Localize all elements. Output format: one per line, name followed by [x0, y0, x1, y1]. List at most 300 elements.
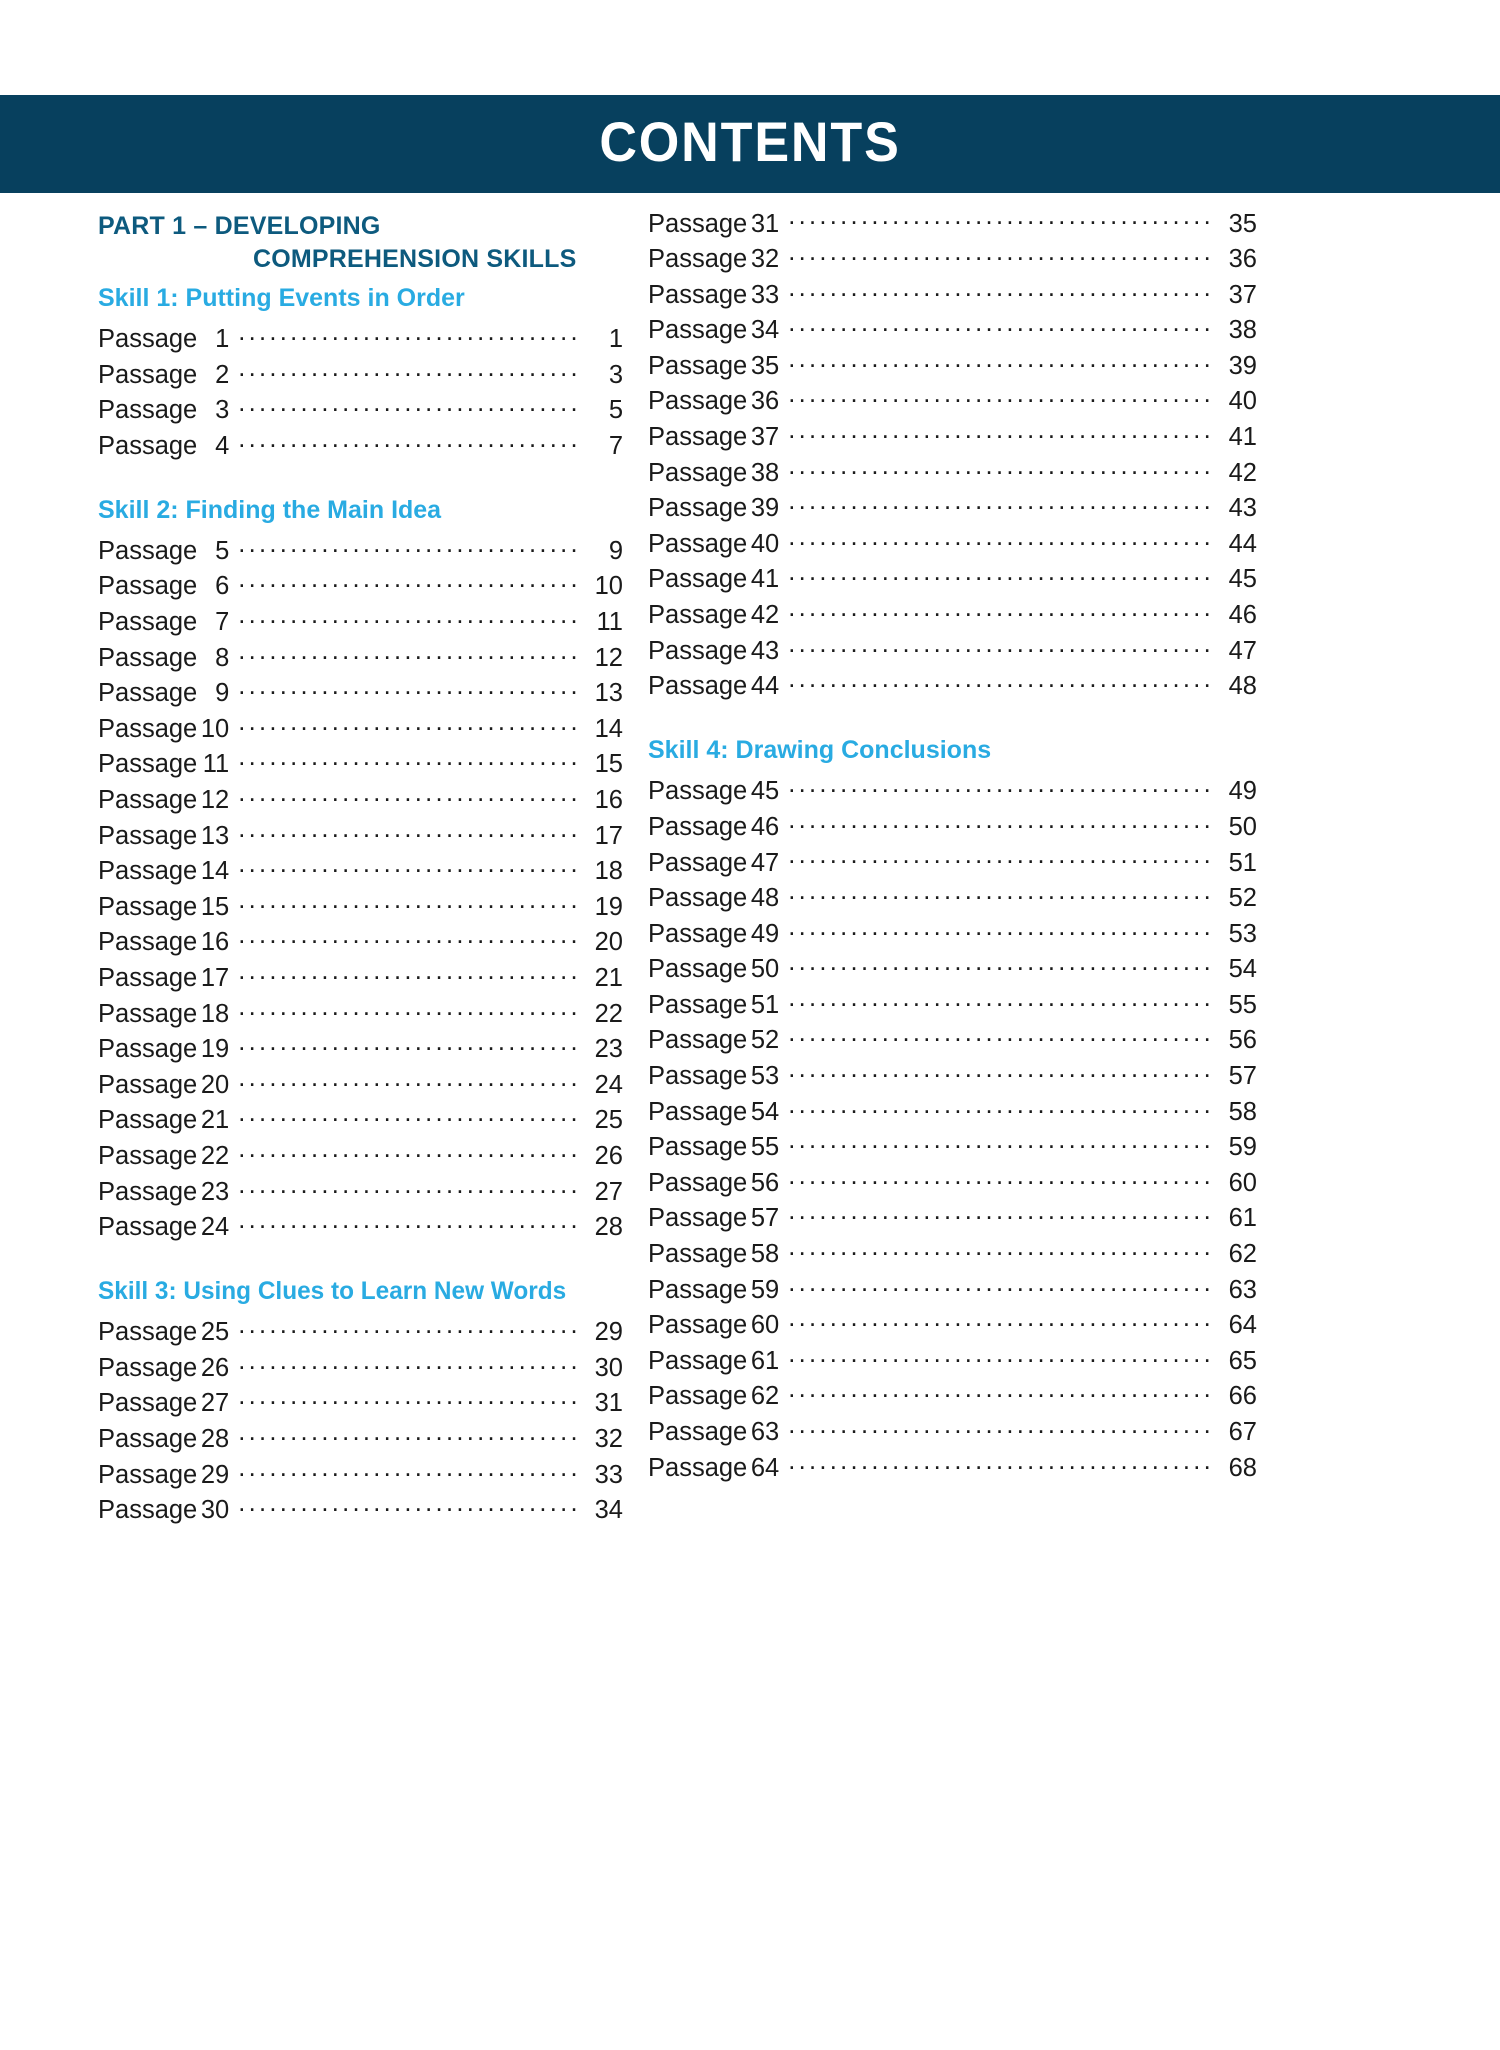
toc-entry-number: 8 [215, 643, 230, 672]
toc-entry-page-number: 25 [594, 1106, 623, 1135]
toc-entry-page-number: 57 [1228, 1062, 1257, 1091]
toc-entry[interactable] [648, 633, 1257, 669]
toc-entry-number: 46 [750, 812, 780, 841]
toc-entry-number: 25 [200, 1318, 230, 1347]
dot-leader [788, 774, 1212, 800]
toc-section [98, 1275, 623, 1528]
toc-entry-number: 4 [215, 431, 230, 460]
dot-leader [238, 1032, 578, 1058]
toc-entry-label: Passage [98, 786, 198, 815]
toc-section [98, 282, 623, 464]
toc-entry-label: Passage [648, 209, 748, 238]
toc-entry[interactable] [648, 242, 1257, 278]
toc-entry-label: Passage [98, 1070, 198, 1099]
contents-header-band [0, 95, 1500, 193]
dot-leader [788, 1272, 1212, 1298]
toc-entry-label: Passage [648, 316, 748, 345]
toc-entry-page-number: 35 [1228, 209, 1257, 238]
toc-entry-number: 12 [200, 786, 230, 815]
toc-entry-number: 20 [200, 1070, 230, 1099]
toc-entry-number: 18 [200, 999, 230, 1028]
toc-entry-page-number: 24 [594, 1070, 623, 1099]
toc-entry-page-number: 29 [594, 1318, 623, 1347]
toc-entry-label: Passage [648, 955, 748, 984]
toc-entry-number: 10 [200, 714, 230, 743]
toc-entry[interactable] [648, 845, 1257, 881]
dot-leader [238, 1210, 578, 1236]
toc-entry-number: 49 [750, 919, 780, 948]
contents-right-column [640, 210, 1280, 1486]
toc-entry-page-number: 22 [594, 999, 623, 1028]
dot-leader [788, 1450, 1212, 1476]
toc-entry-label: Passage [98, 964, 198, 992]
toc-entry-label: Passage [98, 1213, 198, 1242]
toc-entry-number: 54 [750, 1097, 780, 1126]
toc-entry[interactable] [98, 393, 623, 429]
toc-entry-page-number: 16 [594, 786, 623, 815]
toc-entry-number: 41 [750, 565, 780, 594]
toc-entry-label: Passage [98, 679, 198, 708]
toc-entry-label: Passage [98, 1460, 198, 1489]
toc-entry-label: Passage [648, 672, 748, 701]
dot-leader [238, 1457, 578, 1483]
toc-entry-number: 33 [750, 280, 780, 309]
toc-entry[interactable] [648, 491, 1257, 527]
dot-leader [788, 313, 1212, 339]
toc-entry-label: Passage [648, 601, 748, 630]
toc-entry-number: 61 [750, 1346, 780, 1375]
toc-entry[interactable] [648, 1165, 1257, 1201]
toc-entry-number: 47 [750, 848, 780, 877]
toc-entry[interactable] [98, 676, 623, 712]
toc-entry-label: Passage [648, 1240, 748, 1269]
toc-entry[interactable] [648, 313, 1257, 349]
toc-entry-number: 5 [215, 536, 230, 565]
toc-entry-label: Passage [648, 812, 748, 841]
toc-entry-number: 35 [750, 351, 780, 380]
dot-leader [788, 242, 1212, 268]
toc-entry-label: Passage [98, 608, 198, 637]
toc-entry-number: 30 [200, 1496, 230, 1525]
toc-entry[interactable] [98, 711, 623, 747]
toc-entry-number: 28 [200, 1425, 230, 1454]
toc-entry[interactable] [98, 925, 623, 961]
dot-leader [238, 1422, 578, 1448]
toc-entry-page-number: 66 [1228, 1382, 1257, 1411]
toc-entry-number: 57 [750, 1204, 780, 1233]
toc-entry-label: Passage [98, 360, 198, 389]
toc-entry[interactable] [648, 1415, 1257, 1451]
toc-entry-label: Passage [648, 245, 748, 274]
skill-heading: Skill 3: Using Clues to Learn New Words [98, 1277, 567, 1306]
toc-entry-number: 2 [215, 360, 230, 389]
dot-leader [238, 569, 578, 595]
dot-leader [238, 640, 578, 666]
toc-entry-page-number: 27 [594, 1177, 623, 1206]
toc-entry-label: Passage [648, 1168, 748, 1197]
toc-entry[interactable] [98, 428, 623, 464]
toc-entry-number: 43 [750, 636, 780, 665]
toc-entry-label: Passage [648, 848, 748, 877]
dot-leader [788, 1094, 1212, 1120]
toc-entry-label: Passage [98, 396, 198, 425]
dot-leader [788, 1059, 1212, 1085]
toc-entry[interactable] [98, 357, 623, 393]
toc-entry-page-number: 47 [1228, 636, 1257, 665]
dot-leader [788, 916, 1212, 942]
toc-entry-page-number: 58 [1228, 1097, 1257, 1126]
dot-leader [788, 206, 1212, 232]
toc-entry-number: 19 [200, 1035, 230, 1064]
toc-entry-page-number: 52 [1228, 884, 1257, 913]
toc-entry-page-number: 44 [1228, 529, 1257, 558]
toc-entry-page-number: 40 [1228, 387, 1257, 416]
toc-entry-number: 1 [215, 325, 230, 353]
toc-entry[interactable] [648, 1343, 1257, 1379]
toc-entry-page-number: 65 [1228, 1346, 1257, 1375]
right-column-sections [648, 206, 1257, 1486]
toc-entry-page-number: 49 [1228, 777, 1257, 806]
dot-leader [788, 809, 1212, 835]
dot-leader [788, 420, 1212, 446]
toc-entry-page-number: 48 [1228, 672, 1257, 701]
toc-section [98, 494, 623, 1245]
toc-entry-label: Passage [98, 1496, 198, 1525]
dot-leader [788, 987, 1212, 1013]
toc-entry-number: 27 [200, 1389, 230, 1418]
toc-entry-page-number: 15 [594, 750, 623, 779]
dot-leader [788, 1343, 1212, 1369]
dot-leader [238, 1350, 578, 1376]
toc-entry-page-number: 11 [596, 608, 623, 637]
dot-leader [238, 711, 578, 737]
dot-leader [788, 277, 1212, 303]
dot-leader [238, 428, 578, 454]
toc-entry-page-number: 53 [1228, 919, 1257, 948]
toc-entry[interactable] [648, 348, 1257, 384]
toc-entry-number: 62 [750, 1382, 780, 1411]
toc-entry-page-number: 61 [1228, 1204, 1257, 1233]
toc-entry[interactable] [98, 1210, 623, 1246]
toc-entry-number: 45 [750, 777, 780, 806]
dot-leader [788, 1308, 1212, 1334]
toc-entry-page-number: 30 [594, 1353, 623, 1382]
toc-entry-number: 17 [200, 964, 230, 992]
toc-entry-number: 14 [200, 857, 230, 886]
toc-entry-number: 37 [750, 423, 780, 452]
dot-leader [788, 1379, 1212, 1405]
toc-entry-page-number: 36 [1228, 245, 1257, 274]
dot-leader [238, 996, 578, 1022]
toc-entry[interactable] [648, 916, 1257, 952]
toc-entry-number: 16 [200, 928, 230, 957]
toc-entry-number: 15 [200, 892, 230, 921]
dot-leader [788, 952, 1212, 978]
toc-entry-label: Passage [98, 821, 198, 850]
toc-entry[interactable] [98, 605, 623, 641]
toc-entry[interactable] [98, 747, 623, 783]
toc-entry-label: Passage [648, 1418, 748, 1446]
dot-leader [238, 925, 578, 951]
toc-entry-label: Passage [648, 529, 748, 558]
toc-entry-number: 29 [200, 1460, 230, 1489]
toc-entry-number: 40 [750, 529, 780, 558]
dot-leader [238, 1103, 578, 1129]
dot-leader [238, 818, 578, 844]
toc-entry-label: Passage [98, 325, 198, 353]
toc-entry-label: Passage [648, 351, 748, 380]
toc-entry[interactable] [98, 1032, 623, 1068]
toc-entry[interactable] [648, 881, 1257, 917]
toc-entry[interactable] [98, 640, 623, 676]
dot-leader [788, 491, 1212, 517]
toc-entry-label: Passage [648, 280, 748, 309]
toc-entry-label: Passage [648, 565, 748, 594]
toc-entry[interactable] [98, 818, 623, 854]
dot-leader [788, 881, 1212, 907]
dot-leader [788, 1023, 1212, 1049]
dot-leader [238, 1067, 578, 1093]
dot-leader [788, 1201, 1212, 1227]
toc-entry[interactable] [648, 1308, 1257, 1344]
toc-entry-page-number: 64 [1228, 1311, 1257, 1340]
toc-entry-page-number: 26 [594, 1141, 623, 1170]
toc-entry[interactable] [98, 322, 623, 358]
part-heading [98, 210, 623, 276]
dot-leader [238, 747, 578, 773]
toc-entry-label: Passage [98, 536, 198, 565]
dot-leader [788, 1237, 1212, 1263]
toc-entry[interactable] [648, 384, 1257, 420]
toc-entry-label: Passage [98, 1141, 198, 1170]
part-heading-line-2: COMPREHENSION SKILLS [253, 245, 577, 273]
toc-entry-label: Passage [98, 892, 198, 921]
dot-leader [238, 1174, 578, 1200]
toc-entry-label: Passage [98, 999, 198, 1028]
contents-columns [0, 210, 1500, 1528]
toc-entry[interactable] [648, 598, 1257, 634]
toc-entry[interactable] [98, 854, 623, 890]
toc-entry[interactable] [98, 1350, 623, 1386]
toc-entry-page-number: 12 [594, 643, 623, 672]
toc-entry[interactable] [648, 277, 1257, 313]
toc-section [648, 206, 1257, 704]
toc-entry-label: Passage [648, 884, 748, 913]
toc-entry-label: Passage [98, 1353, 198, 1382]
dot-leader [788, 1165, 1212, 1191]
toc-entry[interactable] [648, 1272, 1257, 1308]
toc-entry-label: Passage [648, 387, 748, 416]
toc-entry[interactable] [648, 1201, 1257, 1237]
toc-entry-page-number: 46 [1228, 601, 1257, 630]
toc-entry-number: 59 [750, 1275, 780, 1304]
toc-entry-number: 21 [200, 1106, 230, 1135]
toc-entry[interactable] [648, 1094, 1257, 1130]
toc-entry-label: Passage [648, 423, 748, 452]
toc-entry-label: Passage [98, 1318, 198, 1347]
toc-entry-label: Passage [98, 1425, 198, 1454]
toc-entry[interactable] [98, 1315, 623, 1351]
toc-entry-number: 34 [750, 316, 780, 345]
toc-entry[interactable] [98, 783, 623, 819]
toc-entry-page-number: 55 [1228, 990, 1257, 1019]
dot-leader [788, 669, 1212, 695]
toc-entry[interactable] [98, 961, 623, 997]
toc-entry-label: Passage [648, 1026, 748, 1055]
toc-entry-page-number: 38 [1228, 316, 1257, 345]
toc-entry-page-number: 39 [1228, 351, 1257, 380]
toc-entry-number: 31 [750, 209, 780, 238]
toc-entry-page-number: 10 [594, 572, 623, 601]
toc-entry-number: 56 [750, 1168, 780, 1197]
toc-entry[interactable] [648, 455, 1257, 491]
toc-entry-page-number: 67 [1228, 1418, 1257, 1446]
toc-entry[interactable] [648, 669, 1257, 705]
part-heading-line-1: PART 1 – DEVELOPING [98, 212, 381, 240]
page-title: CONTENTS [599, 110, 901, 173]
toc-entry-page-number: 50 [1228, 812, 1257, 841]
toc-entry-number: 22 [200, 1141, 230, 1170]
toc-entry-number: 7 [215, 608, 230, 637]
toc-entry-label: Passage [98, 857, 198, 886]
toc-entry-page-number: 37 [1228, 280, 1257, 309]
toc-entry-label: Passage [648, 1311, 748, 1340]
toc-entry-number: 9 [215, 679, 230, 708]
toc-entry[interactable] [648, 1023, 1257, 1059]
toc-entry-page-number: 62 [1228, 1240, 1257, 1269]
toc-entry-number: 51 [750, 990, 780, 1019]
toc-entry[interactable] [98, 1067, 623, 1103]
toc-entry-page-number: 31 [594, 1389, 623, 1418]
toc-entry[interactable] [98, 889, 623, 925]
toc-entry-page-number: 63 [1228, 1275, 1257, 1304]
dot-leader [238, 322, 578, 348]
toc-entry[interactable] [648, 1450, 1257, 1486]
toc-entry-number: 11 [202, 750, 230, 779]
dot-leader [238, 357, 578, 383]
skill-heading: Skill 2: Finding the Main Idea [98, 495, 442, 524]
toc-entry[interactable] [98, 1457, 623, 1493]
dot-leader [788, 455, 1212, 481]
dot-leader [238, 889, 578, 915]
toc-entry[interactable] [648, 420, 1257, 456]
toc-entry-page-number: 33 [594, 1460, 623, 1489]
dot-leader [788, 1130, 1212, 1156]
toc-entry-label: Passage [98, 643, 198, 672]
toc-entry-page-number: 17 [594, 821, 623, 850]
toc-entry[interactable] [98, 533, 623, 569]
toc-entry-label: Passage [648, 990, 748, 1019]
toc-entry-number: 26 [200, 1353, 230, 1382]
dot-leader [788, 526, 1212, 552]
toc-entry[interactable] [648, 774, 1257, 810]
toc-entry[interactable] [98, 1138, 623, 1174]
toc-entry[interactable] [648, 952, 1257, 988]
toc-entry-page-number: 34 [594, 1496, 623, 1525]
toc-entry-page-number: 21 [594, 964, 623, 992]
toc-entry-page-number: 32 [594, 1425, 623, 1454]
toc-entry-number: 38 [750, 458, 780, 487]
dot-leader [238, 676, 578, 702]
toc-entry[interactable] [98, 996, 623, 1032]
toc-entry[interactable] [98, 1422, 623, 1458]
toc-entry-page-number: 51 [1228, 848, 1257, 877]
toc-entry-number: 23 [200, 1177, 230, 1206]
dot-leader [788, 598, 1212, 624]
toc-section [648, 734, 1257, 1485]
toc-entry-label: Passage [98, 1035, 198, 1064]
dot-leader [238, 783, 578, 809]
dot-leader [238, 605, 578, 631]
toc-entry-page-number: 54 [1228, 955, 1257, 984]
toc-entry-page-number: 68 [1228, 1453, 1257, 1482]
toc-entry-number: 48 [750, 884, 780, 913]
toc-entry-label: Passage [98, 714, 198, 743]
toc-entry-number: 58 [750, 1240, 780, 1269]
toc-entry-number: 60 [750, 1311, 780, 1340]
toc-entry[interactable] [648, 1059, 1257, 1095]
toc-entry-page-number: 23 [594, 1035, 623, 1064]
toc-entry-page-number: 18 [594, 857, 623, 886]
dot-leader [238, 1386, 578, 1412]
dot-leader [238, 961, 578, 987]
toc-entry-page-number: 5 [608, 396, 623, 425]
toc-entry-label: Passage [98, 572, 198, 601]
toc-entry[interactable] [648, 526, 1257, 562]
toc-entry-number: 50 [750, 955, 780, 984]
toc-entry[interactable] [648, 1237, 1257, 1273]
toc-entry[interactable] [98, 569, 623, 605]
toc-entry-page-number: 9 [608, 536, 623, 565]
toc-entry-label: Passage [98, 750, 198, 779]
dot-leader [238, 1138, 578, 1164]
toc-entry-label: Passage [98, 431, 198, 460]
toc-entry-label: Passage [648, 1453, 748, 1482]
toc-entry-page-number: 45 [1228, 565, 1257, 594]
toc-entry[interactable] [648, 809, 1257, 845]
toc-entry[interactable] [648, 562, 1257, 598]
dot-leader [788, 845, 1212, 871]
toc-entry-label: Passage [648, 1062, 748, 1091]
dot-leader [238, 393, 578, 419]
dot-leader [238, 1493, 578, 1519]
toc-entry-page-number: 3 [608, 360, 623, 389]
toc-entry[interactable] [98, 1493, 623, 1529]
toc-entry[interactable] [648, 987, 1257, 1023]
toc-entry-label: Passage [648, 777, 748, 806]
toc-entry[interactable] [98, 1174, 623, 1210]
toc-entry-label: Passage [648, 1133, 748, 1162]
toc-entry-label: Passage [648, 1275, 748, 1304]
toc-entry[interactable] [98, 1103, 623, 1139]
toc-entry-number: 63 [750, 1418, 780, 1446]
toc-entry[interactable] [648, 206, 1257, 242]
toc-entry-page-number: 19 [594, 892, 623, 921]
toc-entry-number: 3 [215, 396, 230, 425]
contents-left-column [0, 210, 640, 1528]
skill-heading: Skill 1: Putting Events in Order [98, 284, 465, 312]
toc-entry-number: 44 [750, 672, 780, 701]
toc-entry[interactable] [98, 1386, 623, 1422]
toc-entry-number: 53 [750, 1062, 780, 1091]
skill-heading: Skill 4: Drawing Conclusions [648, 736, 992, 765]
toc-entry[interactable] [648, 1379, 1257, 1415]
toc-entry-page-number: 41 [1228, 423, 1257, 452]
toc-entry-page-number: 13 [594, 679, 623, 708]
toc-entry[interactable] [648, 1130, 1257, 1166]
toc-entry-label: Passage [648, 1204, 748, 1233]
toc-entry-number: 24 [200, 1213, 230, 1242]
